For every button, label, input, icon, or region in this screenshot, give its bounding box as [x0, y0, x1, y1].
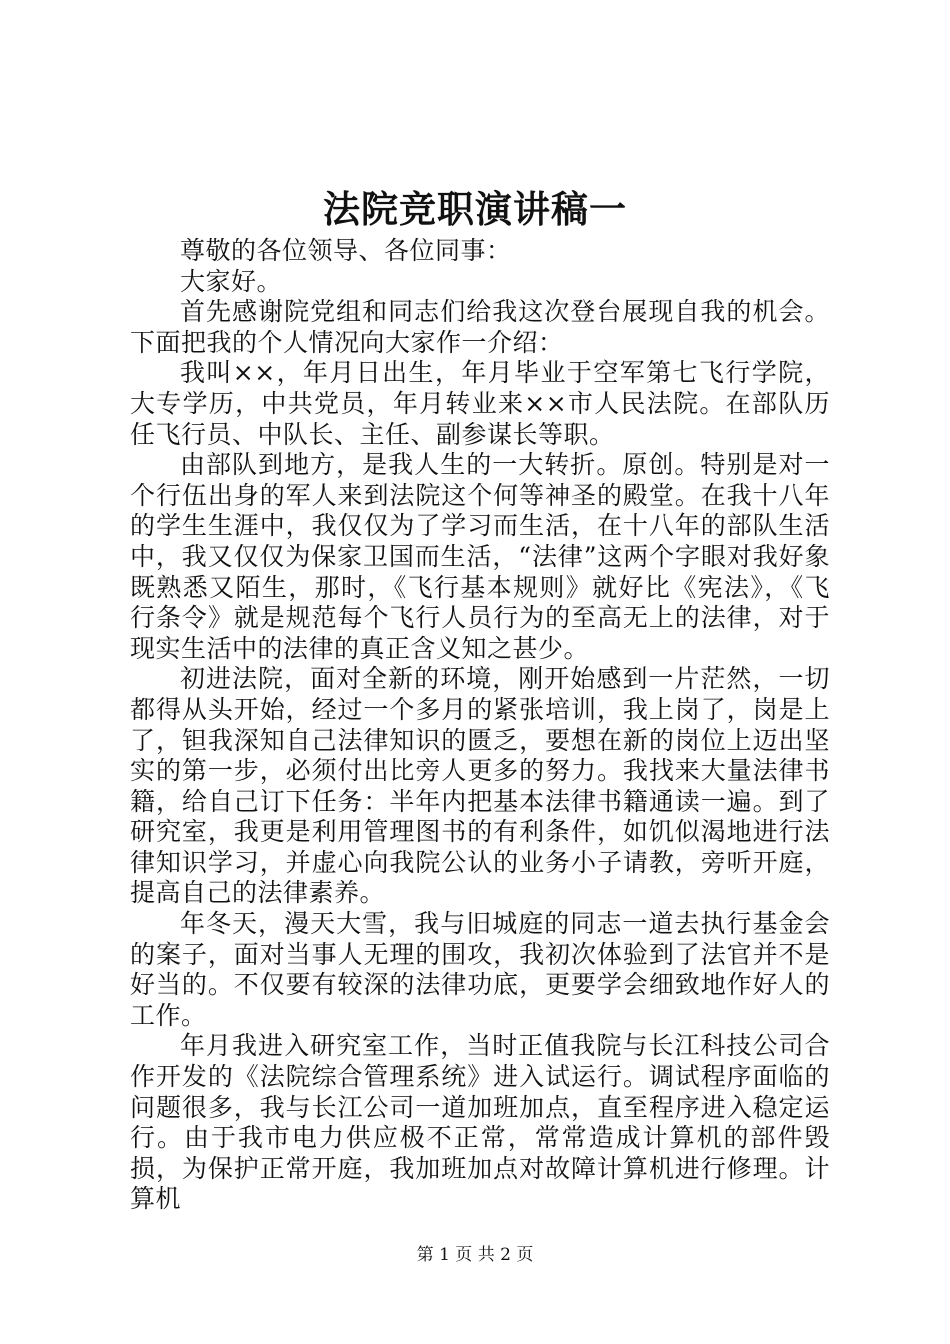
- document-body: [130, 236, 830, 1215]
- paragraph-opening: 首先感谢院党组和同志们给我这次登台展现自我的机会。下面把我的个人情况向大家作一介绍：: [130, 297, 830, 357]
- document-title: 法院竞职演讲稿一: [323, 187, 627, 231]
- paragraph-winter-case: 年冬天，漫天大雪，我与旧城庭的同志一道去执行基金会的案子，面对当事人无理的围攻，我初次体验到了法官并不是好当的。不仅要有较深的法律功底，更要学会细致地作好人的工作。: [130, 909, 830, 1030]
- paragraph-self-introduction: 我叫××，年月日出生，年月毕业于空军第七飞行学院，大专学历，中共党员，年月转业来××市人民法院。在部队历任飞行员、中队长、主任、副参谋长等职。: [130, 358, 830, 449]
- paragraph-research-office: 年月我进入研究室工作，当时正值我院与长江科技公司合作开发的《法院综合管理系统》进入试运行。调试程序面临的问题很多，我与长江公司一道加班加点，直至程序进入稳定运行。由于我市电力供应极不正常，常常造成计算机的部件毁损，为保护正常开庭，我加班加点对故障计算机进行修理。计算机: [130, 1031, 830, 1214]
- page-number-footer: 第 1 页 共 2 页: [416, 1245, 534, 1265]
- paragraph-salutation: 尊敬的各位领导、各位同事：: [180, 236, 512, 265]
- paragraph-career-transition: 由部队到地方，是我人生的一大转折。原创。特别是对一个行伍出身的军人来到法院这个何等神圣的殿堂。在我十八年的学生生涯中，我仅仅为了学习而生活，在十八年的部队生活中，我又仅仅为保家卫国而生活，“法律”这两个字眼对我好象既熟悉又陌生，那时，《飞行基本规则》就好比《宪法》，《飞行条令》就是规范每个飞行人员行为的至高无上的法律，对于现实生活中的法律的真正含义知之甚少。: [130, 450, 830, 663]
- paragraph-entering-court: 初进法院，面对全新的环境，刚开始感到一片茫然，一切都得从头开始，经过一个多月的紧张培训，我上岗了，岗是上了，钽我深知自己法律知识的匮乏，要想在新的岗位上迈出坚实的第一步，必须付出比旁人更多的努力。我找来大量法律书籍，给自己订下任务：半年内把基本法律书籍通读一遍。到了研究室，我更是利用管理图书的有利条件，如饥似渴地进行法律知识学习，并虚心向我院公认的业务小子请教，旁听开庭，提高自己的法律素养。: [130, 664, 830, 908]
- paragraph-greeting: 大家好。: [180, 266, 283, 296]
